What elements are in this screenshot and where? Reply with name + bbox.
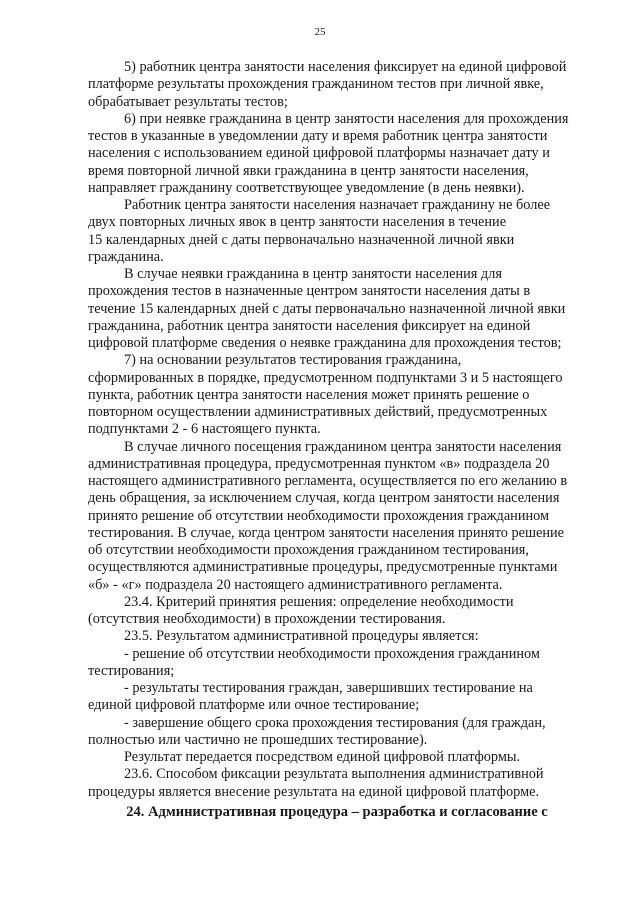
paragraph-repeat-visits: Работник центра занятости населения назначает гражданину не более двух повторных личных явок в центр занятости населения в течение 15 календарных дней с даты первоначально назначенной личной явки гражданина. (88, 197, 551, 265)
paragraph-personal-visit: В случае личного посещения гражданином центра занятости населения административная процедура, предусмотренная пунктом «в» подраздела 20 настоящего административного регламента, осуществляется по его желанию в день обращения, за исключением случая, когда центром занятости населения принято решение об отсутствии необходимости прохождения гражданином тестирования. В случае, когда центром занятости населения принято решение об отсутствии необходимости прохождения гражданином тестирования, осуществляются административные процедуры, предусмотренные пунктами «б» - «г» подраздела 20 настоящего административного регламента. (88, 438, 568, 593)
result-list-item: - завершение общего срока прохождения тестирования (для граждан, полностью или частично не прошедших тестирование). (88, 714, 546, 748)
result-list-item: - решение об отсутствии необходимости прохождения гражданином тестирования; (88, 645, 540, 679)
paragraph-23-6: 23.6. Способом фиксации результата выполнения административной процедуры является внесение результата на единой цифровой платформе. (88, 766, 544, 800)
result-list-item: - результаты тестирования граждан, завершивших тестирование на единой цифровой платформе или очное тестирование; (88, 680, 533, 714)
paragraph-no-show: В случае неявки гражданина в центр занятости населения для прохождения тестов в назначенные центром занятости населения даты в течение 15 календарных дней с даты первоначально назначенной личной явки гражданина, работник центра занятости населения фиксирует на единой цифровой платформе сведения о неявке гражданина для прохождения тестов; (88, 266, 566, 351)
page-number: 25 (314, 26, 326, 38)
paragraph-item-7: 7) на основании результатов тестирования гражданина, сформированных в порядке, предусмотренном подпунктами 3 и 5 настоящего пункта, работник центра занятости населения может принять решение о повторном осуществлении административных действий, предусмотренных подпунктами 2 - 6 настоящего пункта. (88, 352, 563, 438)
paragraph-item-5: 5) работник центра занятости населения фиксирует на единой цифровой платформе результаты прохождения гражданином тестов при личной явке, обрабатывает результаты тестов; (88, 59, 567, 110)
section-heading: 24. Административная процедура – разработка и согласование с (126, 804, 548, 820)
paragraph-23-5: 23.5. Результатом административной процедуры является: (124, 628, 479, 645)
document-body (88, 59, 586, 801)
paragraph-23-4: 23.4. Критерий принятия решения: определение необходимости (отсутствия необходимости) в прохождении тестирования. (88, 593, 514, 627)
paragraph-result-transfer: Результат передается посредством единой цифровой платформы. (124, 749, 521, 765)
paragraph-item-6: 6) при неявке гражданина в центр занятости населения для прохождения тестов в указанные в уведомлении дату и время работник центра занятости населения с использованием единой цифровой платформы назначает дату и время повторной личной явки гражданина в центр занятости населения, направляет гражданину соответствующее уведомление (в день неявки). (88, 110, 569, 196)
